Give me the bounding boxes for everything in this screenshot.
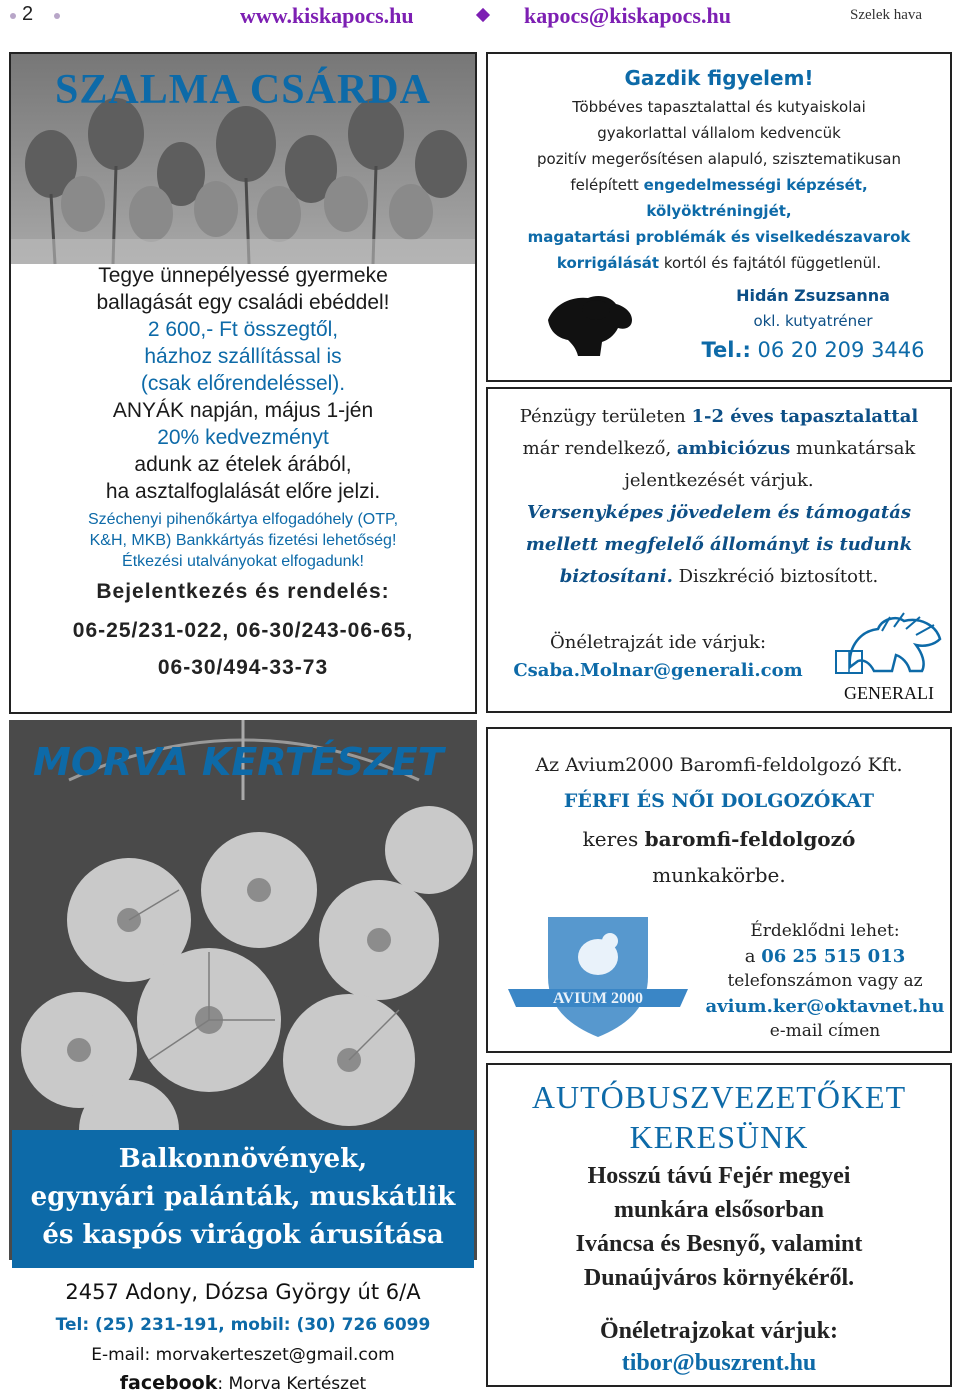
generali-line: jelentkezését várjuk. xyxy=(624,470,814,491)
avium-phone xyxy=(698,944,952,969)
bus-line: Hosszú távú Fejér megyei xyxy=(587,1163,851,1189)
avium-line: munkakörbe. xyxy=(652,863,786,887)
morva-banner xyxy=(12,1130,474,1268)
szalma-csarda-ad xyxy=(9,52,477,714)
trainer-role: okl. kutyatréner xyxy=(753,312,873,330)
generali-highlight: biztosítani. xyxy=(559,566,673,587)
generali-job-ad xyxy=(486,387,952,713)
avium-highlight: baromfi-feldolgozó xyxy=(644,827,856,851)
generali-text-part: Pénzügy területen xyxy=(519,406,692,427)
szalma-line: ballagását egy családi ebéddel! xyxy=(96,291,390,314)
szalma-phones: 06-25/231-022, 06-30/243-06-65, xyxy=(72,619,414,642)
generali-line xyxy=(488,433,950,465)
morva-banner-line: Balkonnövények, xyxy=(118,1144,368,1174)
bullet-icon xyxy=(10,13,16,19)
gazdik-text-part: felépített xyxy=(570,176,644,194)
morva-facebook[interactable] xyxy=(9,1368,477,1392)
szalma-line: Tegye ünnepélyessé gyermeke xyxy=(98,264,388,287)
avium-job-ad xyxy=(486,727,952,1053)
facebook-name: : Morva Kertészet xyxy=(217,1374,367,1392)
avium-company: Az Avium2000 Baromfi-feldolgozó Kft. xyxy=(535,754,903,776)
morva-email-link[interactable]: E-mail: morvakerteszet@gmail.com xyxy=(91,1345,395,1365)
dog-trainer-ad xyxy=(486,52,952,382)
avium-headline: FÉRFI ÉS NŐI DOLGOZÓKAT xyxy=(563,790,875,812)
bus-title: AUTÓBUSZVEZETŐKET xyxy=(531,1079,907,1115)
generali-line: Versenyképes jövedelem és támogatás xyxy=(526,502,912,523)
gazdik-title: Gazdik figyelem! xyxy=(624,66,814,90)
bullet-icon xyxy=(54,13,60,19)
generali-text-part: munkatársak xyxy=(790,438,916,459)
issue-month: Szelek hava xyxy=(850,7,923,23)
avium-text xyxy=(488,749,950,893)
morva-address: 2457 Adony, Dózsa György út 6/A xyxy=(65,1280,421,1304)
diamond-icon xyxy=(476,8,490,22)
avium-email-link[interactable]: avium.ker@oktavnet.hu xyxy=(705,996,945,1017)
szalma-small-line: K&H, MKB) Bankkártyás fizetési lehetőség! xyxy=(89,532,397,549)
page-number: 2 xyxy=(22,3,34,25)
morva-phone: Tel: (25) 231-191, mobil: (30) 726 6099 xyxy=(55,1315,431,1335)
morva-kerteszet-ad xyxy=(9,720,477,1392)
generali-lion-logo xyxy=(830,611,948,707)
avium-contact-line: Érdeklődni lehet: xyxy=(750,921,900,941)
avium-text-part: keres xyxy=(582,827,645,851)
bus-driver-ad xyxy=(486,1063,952,1387)
generali-cv xyxy=(498,629,818,685)
szalma-small-line: Széchenyi pihenőkártya elfogadóhely (OTP, xyxy=(87,511,399,528)
szalma-line: ha asztalfoglalását előre jelzi. xyxy=(105,480,381,503)
gazdik-line: pozitív megerősítésen alapuló, szisztematikusan xyxy=(537,150,901,168)
morva-title: MORVA KERTÉSZET xyxy=(33,740,444,784)
gazdik-highlight: korrigálását xyxy=(556,254,660,272)
bus-text xyxy=(488,1077,950,1379)
avium-logo xyxy=(508,907,688,1043)
bus-line: Dunaújváros környékéről. xyxy=(583,1265,855,1291)
szalma-line: 20% kedvezményt xyxy=(157,426,329,449)
bus-title: KERESÜNK xyxy=(629,1119,809,1155)
trainer-phone xyxy=(668,338,952,362)
morva-banner-line: és kaspós virágok árusítása xyxy=(42,1220,444,1250)
szalma-small-line: Étkezési utalványokat elfogadunk! xyxy=(122,553,364,570)
szalma-text xyxy=(11,262,475,681)
trainer-name: Hidán Zsuzsanna xyxy=(736,286,890,305)
szalma-title: SZALMA CSÁRDA xyxy=(55,67,431,113)
generali-text-part: már rendelkező, xyxy=(522,438,677,459)
dog-silhouette-icon xyxy=(538,290,638,360)
gazdik-highlight: kölyöktréningjét, xyxy=(646,202,792,220)
avium-logo-text: AVIUM 2000 xyxy=(553,990,643,1007)
avium-phone-number: 06 25 515 013 xyxy=(761,946,906,967)
bus-email-link[interactable]: tibor@buszrent.hu xyxy=(621,1350,817,1376)
cv-email-link[interactable]: Csaba.Molnar@generali.com xyxy=(513,660,803,681)
facebook-label: facebook xyxy=(119,1372,218,1392)
tel-label: Tel.: xyxy=(701,338,751,362)
avium-contact xyxy=(698,919,952,1044)
generali-line xyxy=(488,401,950,433)
cv-label: Önéletrajzát ide várjuk: xyxy=(549,632,767,653)
szalma-line: (csak előrendeléssel). xyxy=(140,372,346,395)
gazdik-line: Többéves tapasztalattal és kutyaiskolai xyxy=(572,98,866,116)
gazdik-text xyxy=(488,94,950,276)
gazdik-line xyxy=(488,250,950,276)
szalma-line: adunk az ételek árából, xyxy=(134,453,352,476)
gazdik-line: gyakorlattal vállalom kedvencük xyxy=(597,124,841,142)
szalma-order-heading: Bejelentkezés és rendelés: xyxy=(96,580,390,603)
generali-line: mellett megfelelő állományt is tudunk xyxy=(525,534,913,555)
gazdik-text-part: kortól és fajtától függetlenül. xyxy=(659,254,882,272)
avium-contact-line: telefonszámon vagy az xyxy=(727,971,923,991)
bus-line: munkára elsősorban xyxy=(613,1197,825,1223)
szalma-line: 2 600,- Ft összegtől, xyxy=(147,318,339,341)
bus-line: Iváncsa és Besnyő, valamint xyxy=(575,1231,863,1257)
generali-highlight: ambiciózus xyxy=(676,438,791,459)
avium-text-part: a xyxy=(744,946,762,967)
morva-banner-line: egynyári palánták, muskátlik xyxy=(30,1182,456,1212)
generali-text xyxy=(488,401,950,593)
avium-line xyxy=(488,821,950,857)
header-email-link[interactable]: kapocs@kiskapocs.hu xyxy=(524,3,731,28)
avium-contact-line: e-mail címen xyxy=(769,1021,881,1041)
website-link[interactable]: www.kiskapocs.hu xyxy=(240,3,414,28)
gazdik-line xyxy=(488,172,950,198)
gazdik-highlight: magatartási problémák és viselkedészavarok xyxy=(527,228,911,246)
bus-cv-label: Önéletrajzokat várjuk: xyxy=(600,1318,838,1344)
szalma-line: házhoz szállítással is xyxy=(144,345,342,368)
generali-text-part: Diszkréció biztosított. xyxy=(672,566,879,587)
szalma-phones: 06-30/494-33-73 xyxy=(157,656,329,679)
generali-line xyxy=(488,561,950,593)
gazdik-highlight: engedelmességi képzését, xyxy=(643,176,868,194)
morva-contact xyxy=(9,1272,477,1392)
generali-highlight: 1-2 éves tapasztalattal xyxy=(691,406,919,427)
szalma-line: ANYÁK napján, május 1-jén xyxy=(112,399,374,422)
tel-number: 06 20 209 3446 xyxy=(750,338,925,362)
page-header xyxy=(0,0,960,36)
generali-logo-text: GENERALI xyxy=(844,683,934,703)
